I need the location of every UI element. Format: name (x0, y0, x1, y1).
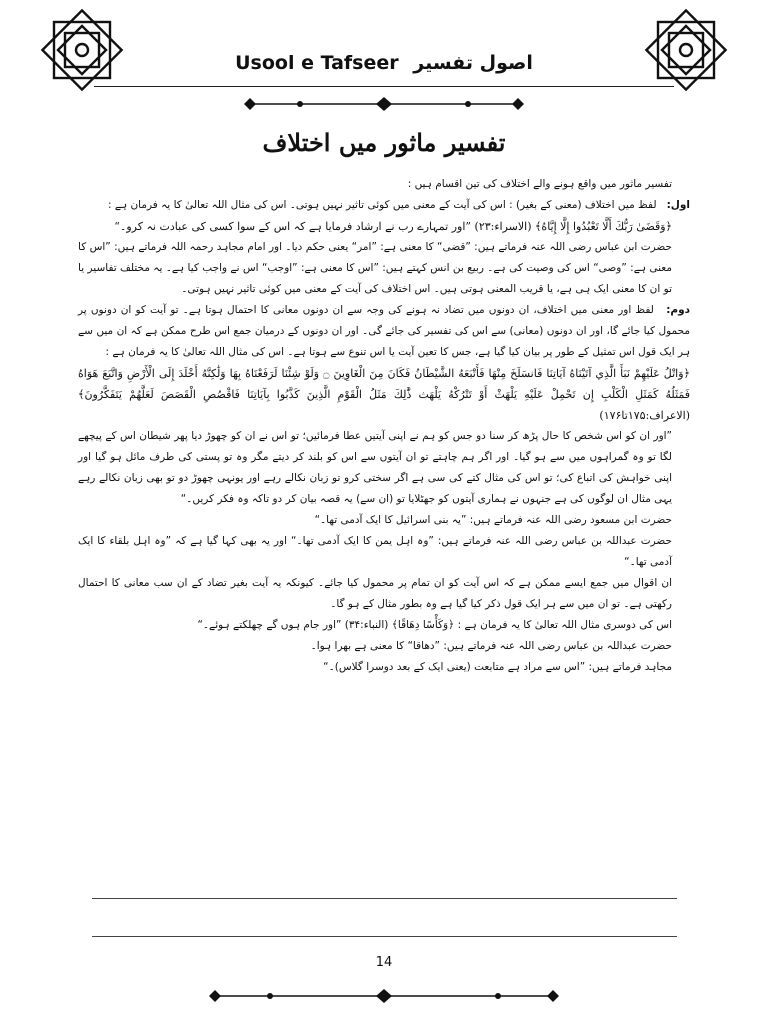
page-number: 14 (375, 955, 393, 970)
quran-verse-isra: ﴿وَقَضَىٰ رَبُّكَ أَلَّا تَعْبُدُوا إِلَّا إِيَّاهُ﴾ (الاسراء:۲۳) ”اور تمہارے رب نے ارشاد فرمایا ہے کہ اس کے سوا کسی کی عبادت نہ کرو۔“ (114, 220, 672, 233)
header-title-urdu: اصول تفسیر (413, 52, 533, 74)
paragraph-label: دوم: (666, 304, 690, 316)
paragraph-reconciliation: ان اقوال میں جمع ایسے ممکن ہے کہ اس آیت کو ان تمام پر محمول کیا جائے۔ کیونکہ یہ آیت بغیر تضاد کے ان سب معانی کا احتمال رکھتی ہے۔ تو ان میں سے ہر ایک قول ذکر کیا گیا ہے وہ بطور مثال کے ہو گا۔ (78, 577, 672, 610)
paragraph-ibn-abbas-yemen: حضرت عبداللہ بن عباس رضی اللہ عنہ فرماتے ہیں: ”وہ اہل یمن کا ایک آدمی تھا۔“ اور یہ بھی کہا گیا ہے کہ ”وہ اہل بلقاء کا ایک آدمی تھا۔“ (78, 535, 672, 568)
header-divider (94, 86, 674, 87)
paragraph-translation: ”اور ان کو اس شخص کا حال پڑھ کر سنا دو جس کو ہم نے اپنی آیتیں عطا فرمائیں؛ تو اس نے ان کو چھوڑ دیا پھر شیطان اس کے پیچھے لگا تو وہ گمراہوں میں سے ہو گیا۔ اور اگر ہم چاہتے تو ان آیتوں سے اس کو بلند کر دیتے مگر وہ تو پستی کی طرف مائل ہو گیا اور اپنی خواہش کی اتباع کی؛ تو اس کی مثال کتے کی سی ہے اگر سختی کرو تو زبان نکالے رہے اور یونہی چھوڑ دو تو بھی زبان نکالے رہے یہی مثال ان لوگوں کی ہے جنہوں نے ہماری آیتوں کو جھٹلایا تو (ان سے) یہ قصہ بیان کر دو تاکہ وہ فکر کریں۔“ (78, 430, 672, 505)
paragraph-ibn-masud: حضرت ابن مسعود رضی اللہ عنہ فرماتے ہیں: ”یہ بنی اسرائیل کا ایک آدمی تھا۔“ (314, 514, 672, 526)
paragraph-ibn-abbas-dihaq: حضرت عبداللہ بن عباس رضی اللہ عنہ فرماتے ہیں: ”دھاقا“ کا معنی ہے بھرا ہوا۔ (310, 640, 672, 652)
paragraph-second-example: اس کی دوسری مثال اللہ تعالیٰ کا یہ فرمان ہے : ﴿وَكَأْسًا دِهَاقًا﴾ (النباء:۳۴) ”اور جام ہوں گے چھلکتے ہوئے۔“ (197, 619, 672, 631)
top-divider-ornament-icon (0, 94, 768, 114)
footnote-line-1 (92, 898, 677, 899)
bottom-divider-ornament-icon (0, 986, 768, 1006)
paragraph-first-type: اول: لفظ میں اختلاف (معنی کے بغیر) : اس کی آیت کے معنی میں کوئی تاثیر نہیں ہوتی۔ اس کی مثال اللہ تعالیٰ کا یہ فرمان ہے : (107, 199, 690, 211)
paragraph-intro: تفسیر ماثور میں واقع ہونے والے اختلاف کی تین اقسام ہیں : (407, 178, 672, 190)
header-title-english: Usool e Tafseer (235, 52, 399, 74)
quran-verse-araf: ﴿وَاتْلُ عَلَيْهِمْ نَبَأَ الَّذِي آتَيْنَاهُ آيَاتِنَا فَانسَلَخَ مِنْهَا فَأَتْبَعَهُ الشَّيْطَانُ فَكَانَ مِنَ الْغَاوِينَ ۝ وَلَوْ شِئْنَا لَرَفَعْنَاهُ بِهَا وَلَٰكِنَّهُ أَخْلَدَ إِلَى الْأَرْضِ وَاتَّبَعَ هَوَاهُ فَمَثَلُهُ كَمَثَلِ الْكَلْبِ إِن تَحْمِلْ عَلَيْهِ يَلْهَثْ أَوْ تَتْرُكْهُ يَلْهَث ذَّٰلِكَ مَثَلُ الْقَوْمِ الَّذِينَ كَذَّبُوا بِآيَاتِنَا فَاقْصُصِ الْقَصَصَ لَعَلَّهُمْ يَتَفَكَّرُونَ﴾ (الاعراف:۱۷۵تا۱۷۶) (78, 367, 690, 422)
paragraph-mujahid: مجاہد فرماتے ہیں: ”اس سے مراد ہے متابعت (یعنی ایک کے بعد دوسرا گلاس)۔“ (323, 661, 672, 673)
paragraph-ibn-abbas-qada: حضرت ابن عباس رضی اللہ عنہ فرماتے ہیں: ”قضی“ کا معنی ہے: ”امر“ یعنی حکم دیا۔ اور امام مجاہد رحمہ اللہ فرماتے ہیں: ”اس کا معنی ہے: ”وصی“ اس کی وصیت کی ہے۔ ربیع بن انس کہتے ہیں: ”اس کا معنی ہے: ”اوجب“ اس نے واجب کیا ہے۔ یہ مختلف تفاسیر یا تو ان کا معنی ایک ہی ہے، یا قریب المعنی ہوتی ہیں۔ اس اختلاف کی آیت کے معنی میں کوئی تاثیر نہیں ہوتی۔ (78, 241, 672, 295)
body-content (78, 174, 690, 678)
corner-ornament-right-icon (644, 8, 728, 92)
corner-ornament-left-icon (40, 8, 124, 92)
paragraph-second-type: دوم: لفظ اور معنی میں اختلاف، ان دونوں میں تضاد نہ ہونے کی وجہ سے ان دونوں معانی کا احتمال ہوتا ہے۔ تو آیت کو ان دونوں پر محمول کیا جائے گا، اور ان دونوں (معانی) سے اس کی تفسیر کی جائے گی۔ اور ان دونوں کے درمیان جمع اس طرح ممکن ہے کہ ان میں سے ہر ایک قول اس تمثیل کے طور پر بیان کیا گیا ہے، جس کا تعین آیت یا اس تنوع سے ہوتا ہے۔ اس کی مثال اللہ تعالیٰ کا یہ فرمان ہے : (78, 304, 690, 358)
paragraph-label: اول: (666, 199, 690, 211)
header-title (0, 52, 768, 74)
page-heading: تفسیر ماثور میں اختلاف (262, 128, 506, 157)
footnote-line-2 (92, 936, 677, 937)
